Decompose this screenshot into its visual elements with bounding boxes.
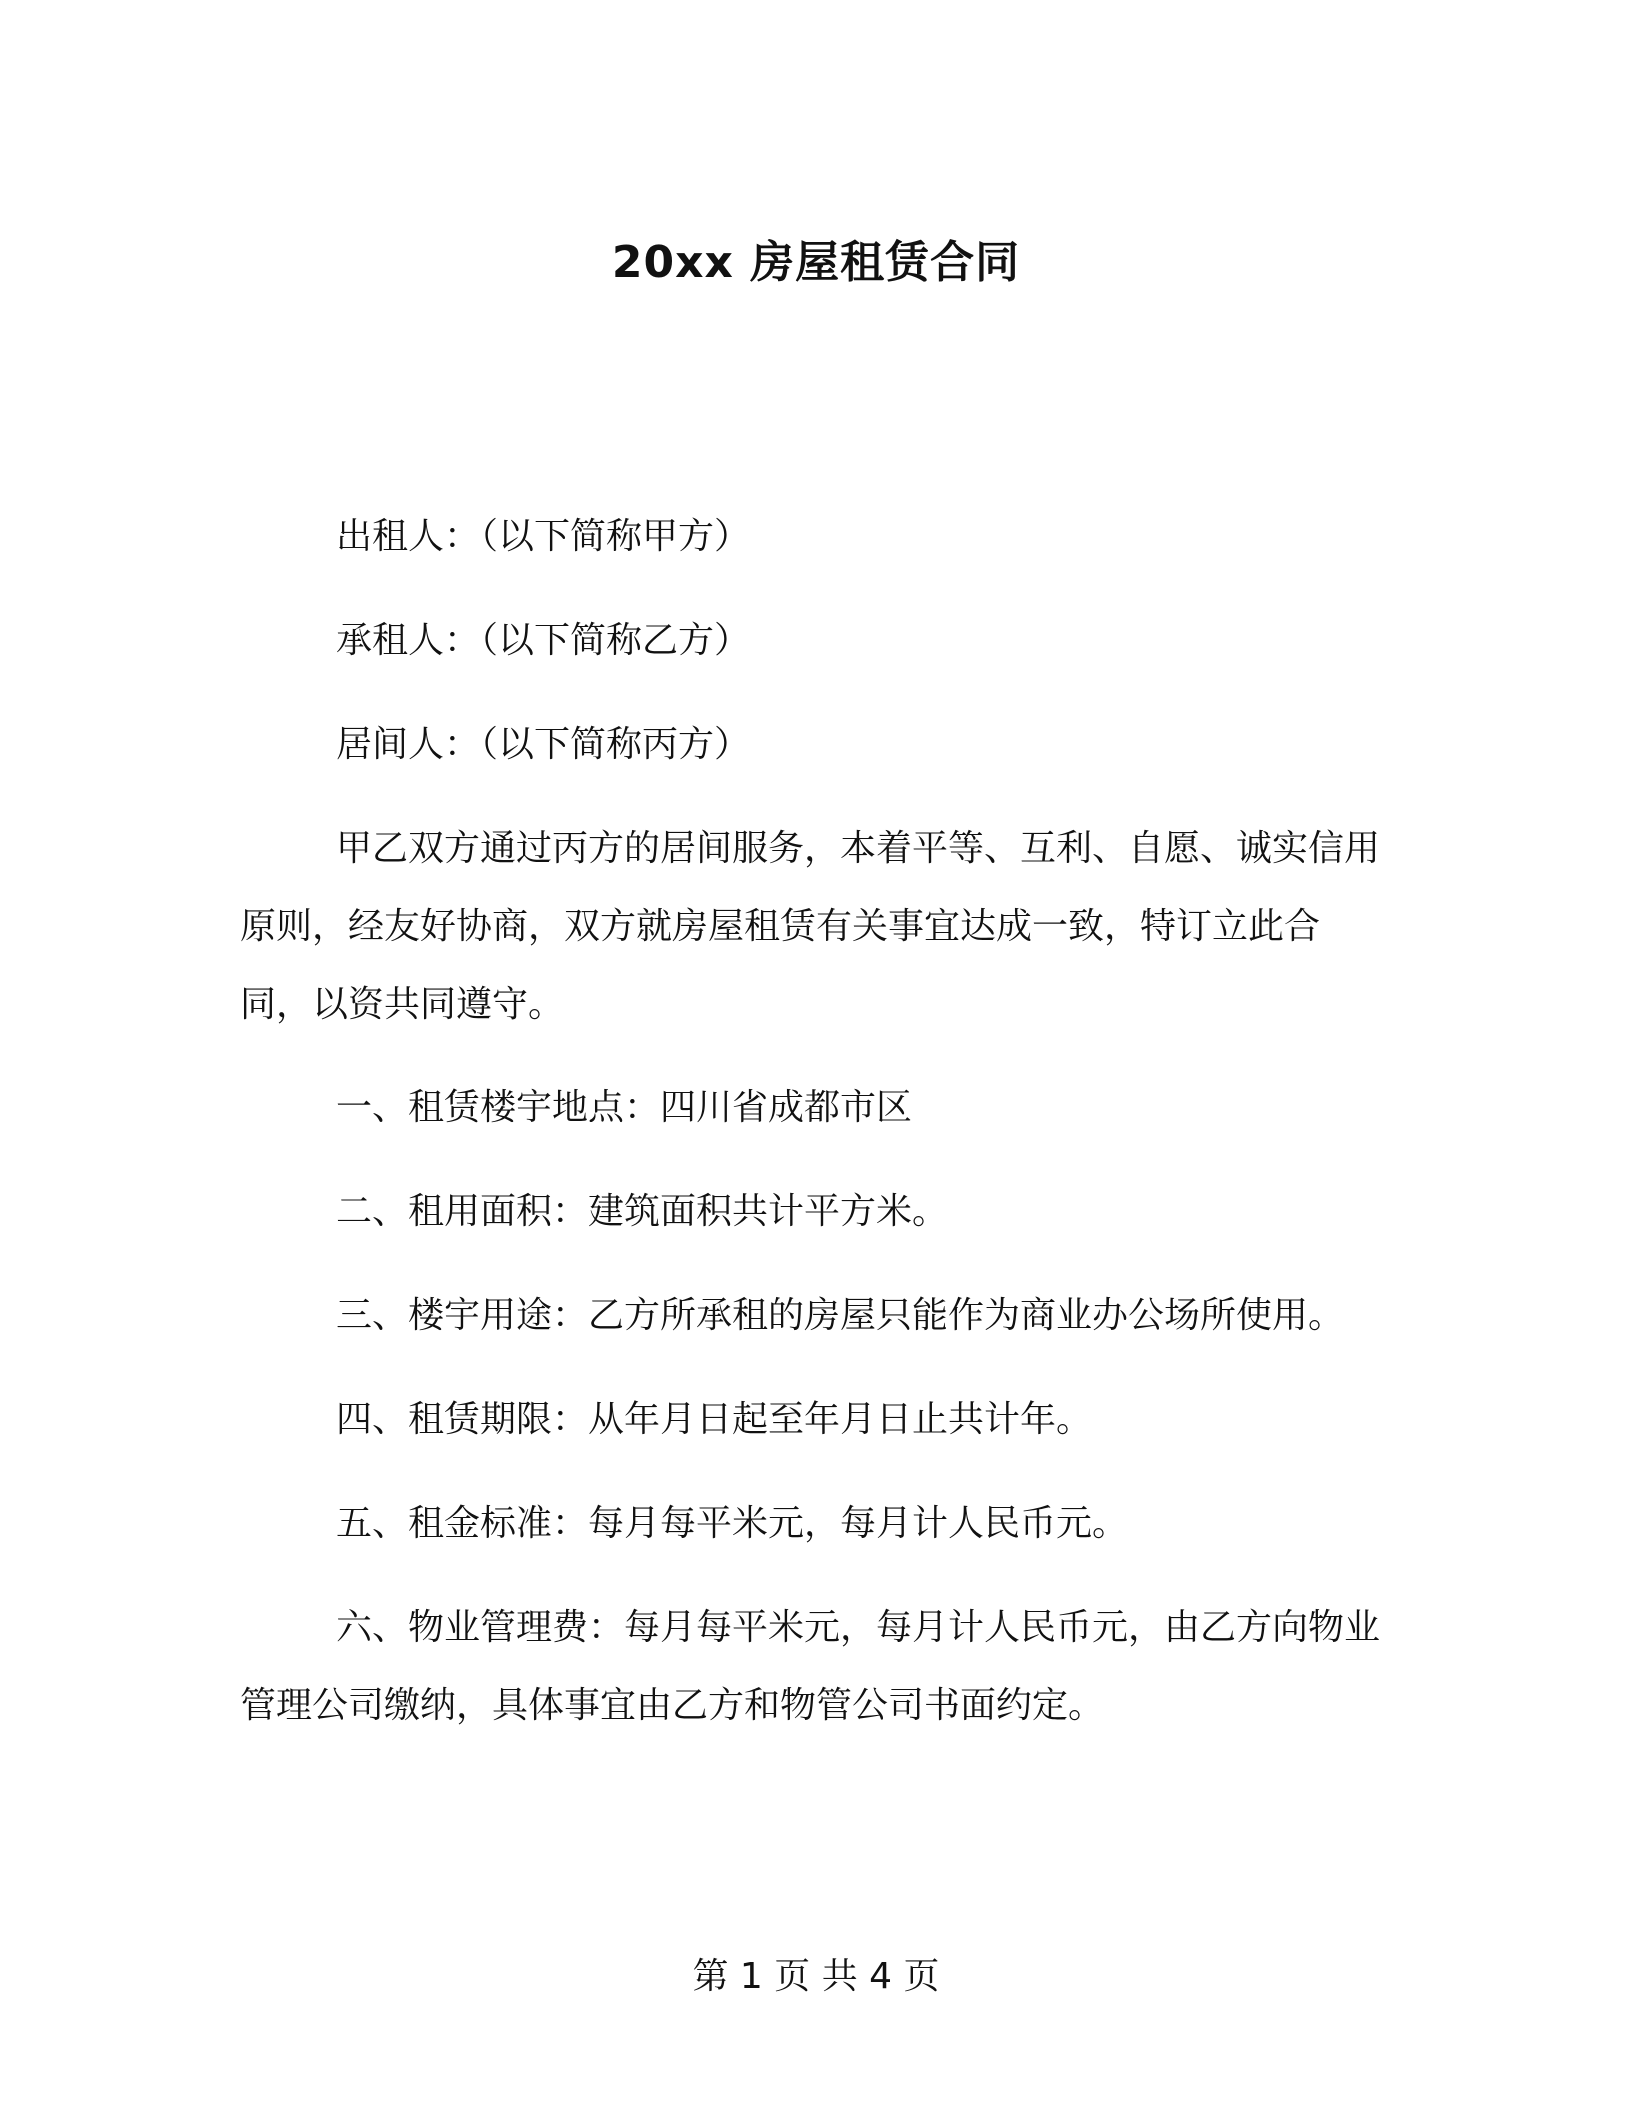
page-number-footer: 第 1 页 共 4 页 — [692, 1956, 940, 1997]
clause-6: 六、物业管理费：每月每平米元，每月计人民币元，由乙方向物业管理公司缴纳，具体事宜由乙方和物管公司书面约定。 — [240, 1607, 1381, 1726]
party-intermediary — [240, 706, 1385, 784]
party-note: （以下简称甲方） — [480, 516, 751, 557]
clause-2: 二、租用面积：建筑面积共计平方米。 — [336, 1191, 949, 1232]
clause-5: 五、租金标准：每月每平米元，每月计人民币元。 — [336, 1503, 1129, 1544]
preamble-paragraph: 甲乙双方通过丙方的居间服务，本着平等、互利、自愿、诚实信用原则，经友好协商，双方就房屋租赁有关事宜达成一致，特订立此合同，以资共同遵守。 — [240, 828, 1381, 1025]
clause-1: 一、租赁楼宇地点：四川省成都市区 — [336, 1087, 913, 1128]
party-role: 承租人： — [336, 620, 481, 661]
party-landlord — [240, 498, 1385, 576]
party-note: （以下简称丙方） — [480, 724, 751, 765]
clause-4: 四、租赁期限：从年月日起至年月日止共计年。 — [336, 1399, 1093, 1440]
clause-3: 三、楼宇用途：乙方所承租的房屋只能作为商业办公场所使用。 — [336, 1295, 1345, 1336]
document-title: 20xx 房屋租赁合同 — [611, 237, 1021, 288]
document-body — [240, 498, 1385, 1770]
party-tenant — [240, 602, 1385, 680]
party-role: 出租人： — [336, 516, 481, 557]
party-role: 居间人： — [336, 724, 481, 765]
party-note: （以下简称乙方） — [480, 620, 751, 661]
